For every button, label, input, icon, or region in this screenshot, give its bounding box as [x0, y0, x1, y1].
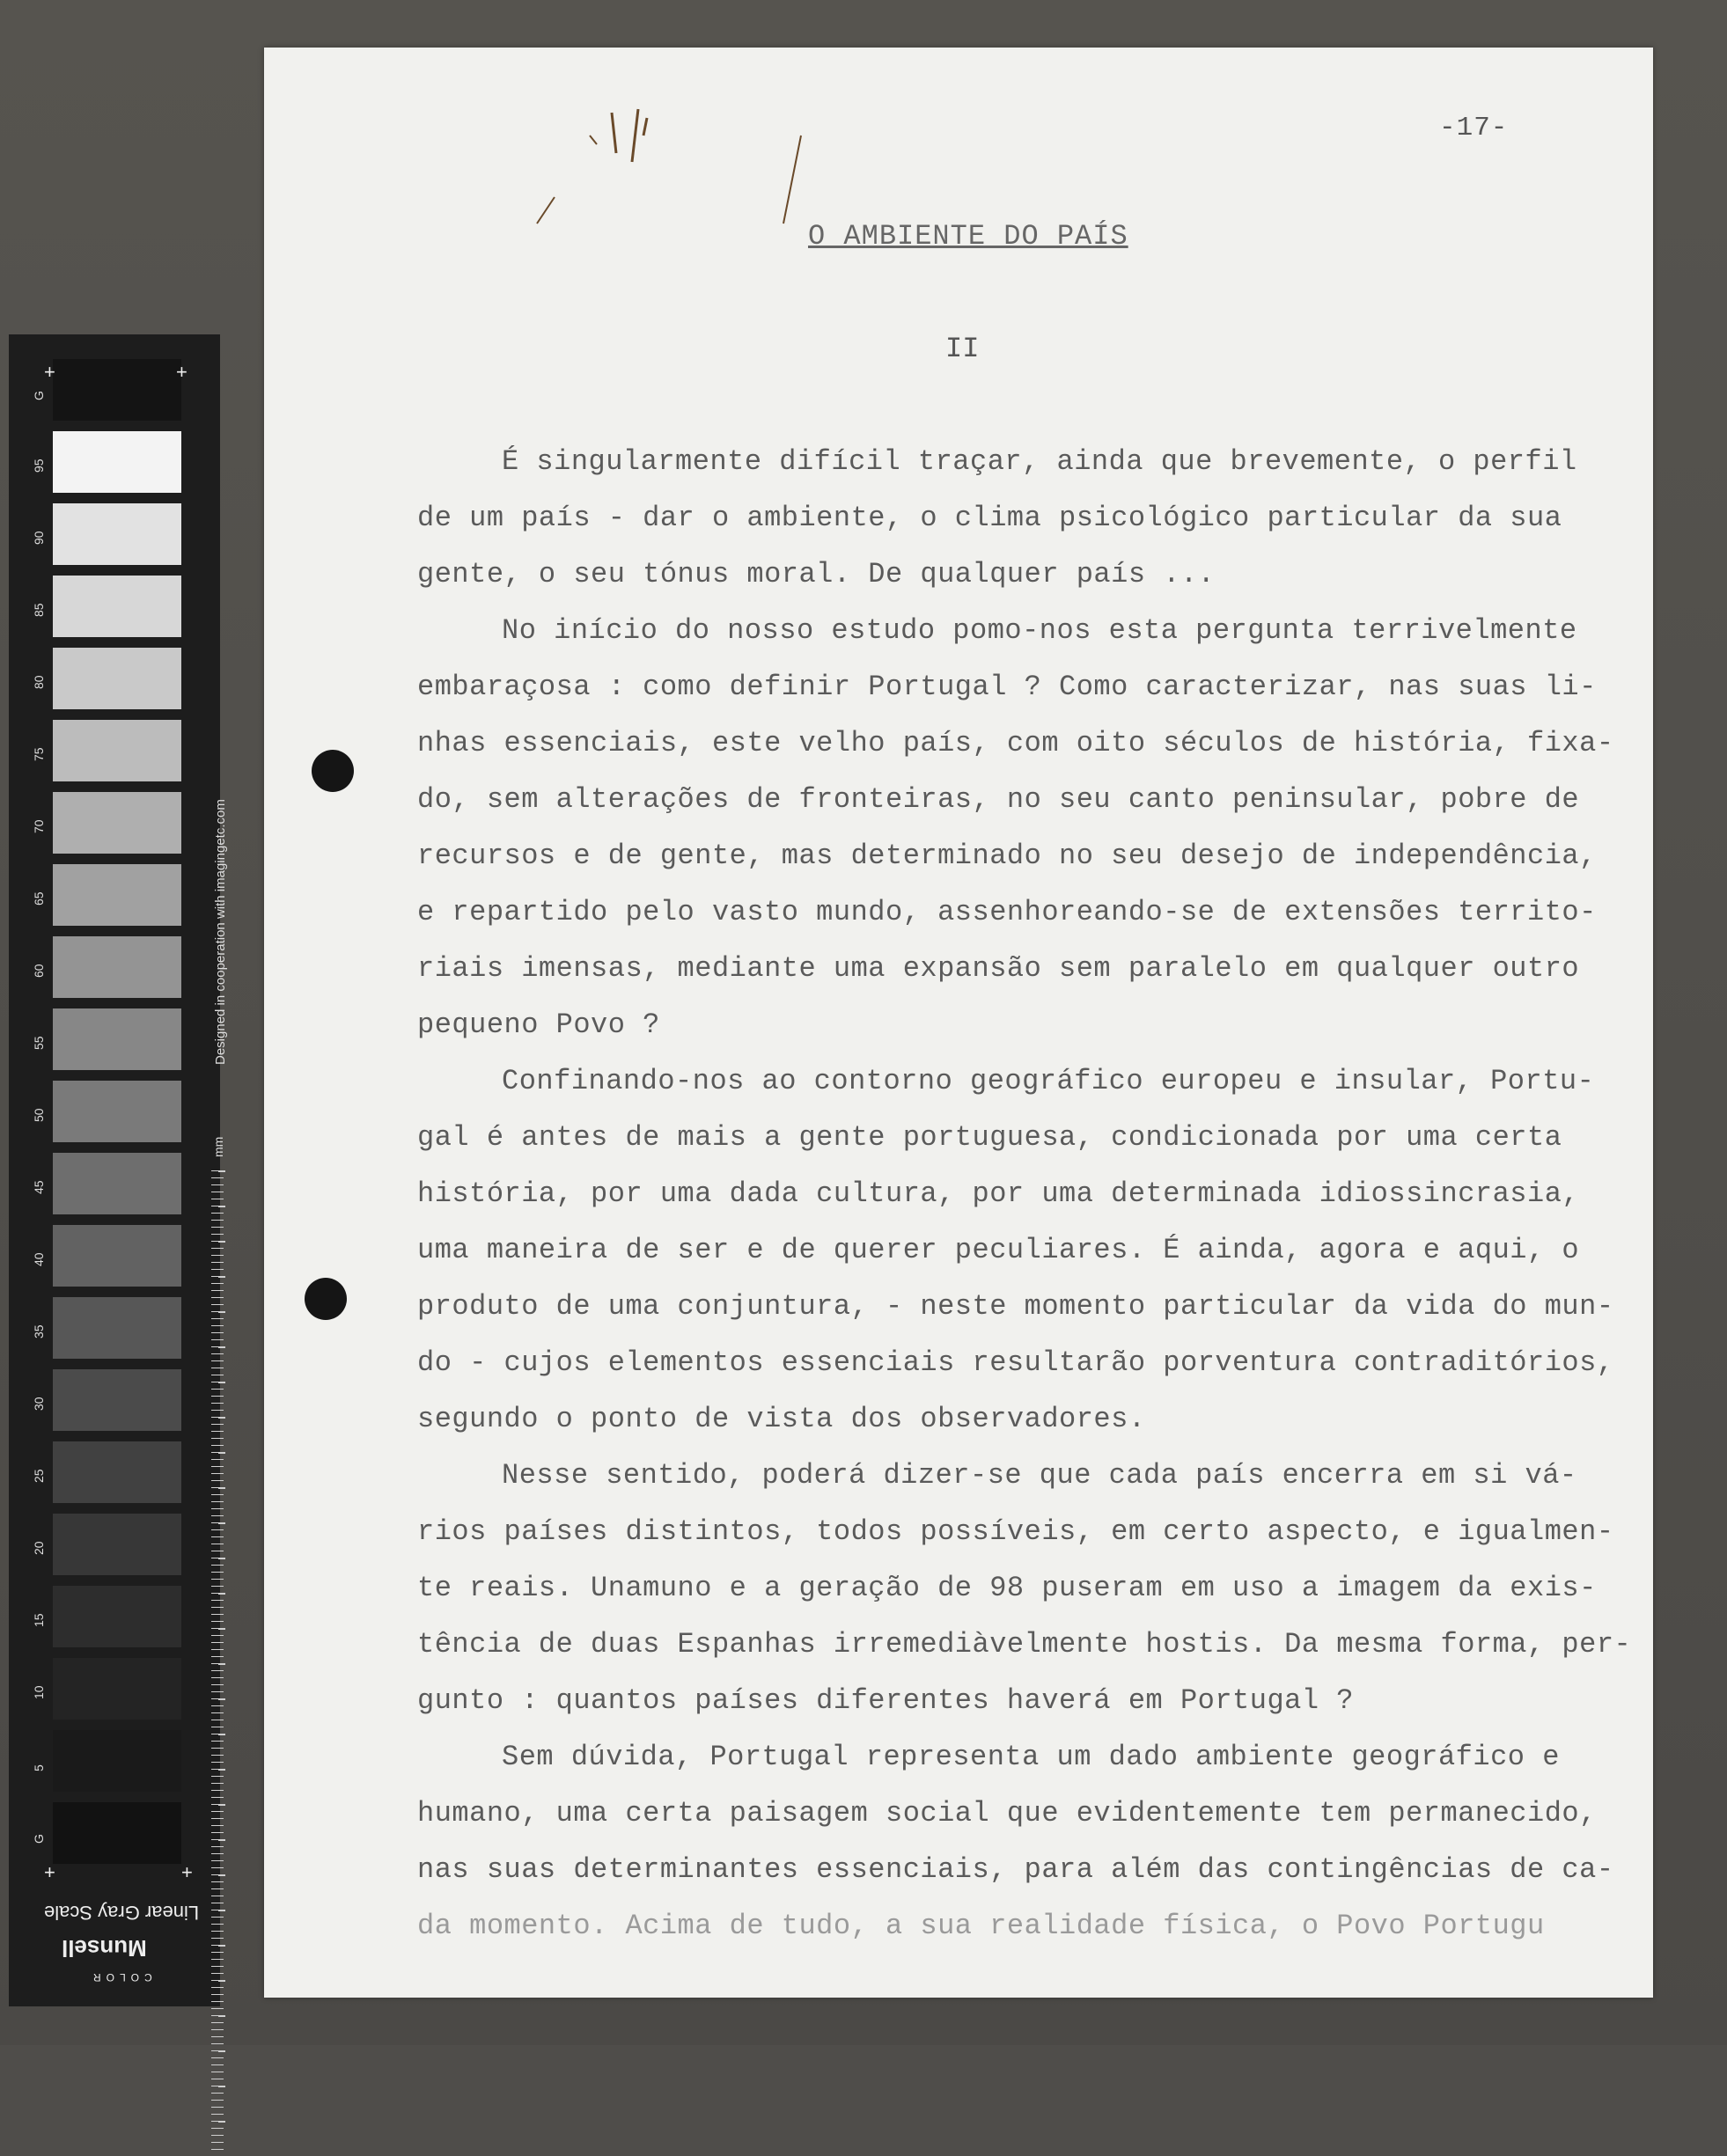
gray-patch: [53, 648, 181, 709]
page-title: O AMBIENTE DO PAÍS: [808, 220, 1128, 253]
gray-patch: [53, 1441, 181, 1503]
text-line: nas suas determinantes essenciais, para além das contingências de ca-: [417, 1853, 1614, 1886]
gray-label: 55: [32, 1036, 46, 1050]
text-line: segundo o ponto de vista dos observadores.: [417, 1403, 1146, 1435]
gray-label: 10: [32, 1685, 46, 1699]
registration-mark: +: [176, 361, 187, 383]
text-line: riais imensas, mediante uma expansão sem paralelo em qualquer outro: [417, 952, 1580, 985]
gray-label: 90: [32, 531, 46, 545]
gray-label: G: [32, 1834, 46, 1844]
text-line: recursos e de gente, mas determinado no seu desejo de independência,: [417, 840, 1597, 872]
punch-hole: [312, 750, 354, 792]
text-line: uma maneira de ser e de querer peculiares. É ainda, agora e aqui, o: [417, 1234, 1580, 1266]
gray-label: 80: [32, 675, 46, 689]
text-line: da momento. Acima de tudo, a sua realidade física, o Povo Portugu: [417, 1910, 1545, 1942]
text-line: humano, uma certa paisagem social que evidentemente tem permanecido,: [417, 1797, 1597, 1830]
gray-label: G: [32, 391, 46, 400]
gray-label: 70: [32, 819, 46, 833]
gray-patch: [53, 1369, 181, 1431]
text-line: rios países distintos, todos possíveis, em certo aspecto, e igualmen-: [417, 1515, 1614, 1548]
text-line: do - cujos elementos essenciais resultarão porventura contraditórios,: [417, 1346, 1614, 1379]
registration-mark: +: [44, 361, 55, 383]
gray-label: 15: [32, 1613, 46, 1627]
gray-patch: [53, 1153, 181, 1214]
gray-label: 60: [32, 964, 46, 978]
gray-patch: [53, 936, 181, 998]
brand-sub: COLOR: [88, 1971, 152, 1984]
gray-patch: [53, 792, 181, 854]
text-line: gente, o seu tónus moral. De qualquer país ...: [417, 558, 1216, 590]
card-credit: Designed in cooperation with imagingetc.com: [213, 799, 228, 1065]
gray-patch: [53, 1730, 181, 1792]
text-line: Nesse sentido, poderá dizer-se que cada país encerra em si vá-: [502, 1459, 1577, 1492]
gray-patch: [53, 503, 181, 565]
gray-patch: [53, 720, 181, 781]
gray-label: 50: [32, 1108, 46, 1122]
text-line: história, por uma dada cultura, por uma determinada idiossincrasia,: [417, 1177, 1580, 1210]
page-number: -17-: [1439, 113, 1509, 143]
text-line: gal é antes de mais a gente portuguesa, condicionada por uma certa: [417, 1121, 1562, 1154]
gray-label: 25: [32, 1469, 46, 1483]
gray-patch: [53, 359, 181, 421]
gray-label: 35: [32, 1324, 46, 1338]
gray-patch: [53, 1586, 181, 1647]
gray-label: 75: [32, 747, 46, 761]
section-number: II: [945, 333, 980, 365]
ruler-unit: mm: [211, 1136, 225, 1157]
text-line: tência de duas Espanhas irremediàvelmente hostis. Da mesma forma, per-: [417, 1628, 1632, 1661]
text-line: Confinando-nos ao contorno geográfico europeu e insular, Portu-: [502, 1065, 1595, 1097]
gray-patch: [53, 1225, 181, 1287]
text-line: de um país - dar o ambiente, o clima psicológico particular da sua: [417, 502, 1562, 534]
gray-patch: [53, 1658, 181, 1720]
text-line: gunto : quantos países diferentes haverá em Portugal ?: [417, 1684, 1354, 1717]
text-line: produto de uma conjuntura, - neste momento particular da vida do mun-: [417, 1290, 1614, 1323]
gray-patch: [53, 1008, 181, 1070]
registration-mark: +: [44, 1861, 55, 1883]
card-title: Linear Gray Scale: [44, 1902, 200, 1924]
mm-ruler-major: [218, 1170, 225, 2156]
text-line: do, sem alterações de fronteiras, no seu canto peninsular, pobre de: [417, 783, 1580, 816]
gray-patch: [53, 576, 181, 637]
text-line: pequeno Povo ?: [417, 1008, 660, 1041]
gray-patch: [53, 1514, 181, 1575]
punch-hole: [305, 1278, 347, 1320]
brand-name: Munsell: [62, 1935, 147, 1962]
text-line: É singularmente difícil traçar, ainda que brevemente, o perfil: [502, 445, 1577, 478]
text-line: te reais. Unamuno e a geração de 98 puseram em uso a imagem da exis-: [417, 1572, 1597, 1604]
gray-label: 30: [32, 1397, 46, 1411]
text-line: No início do nosso estudo pomo-nos esta pergunta terrivelmente: [502, 614, 1577, 647]
gray-label: 40: [32, 1252, 46, 1266]
gray-patch: [53, 1802, 181, 1864]
text-line: nhas essenciais, este velho país, com oito séculos de história, fixa-: [417, 727, 1614, 759]
registration-mark: +: [181, 1861, 193, 1883]
gray-label: 45: [32, 1180, 46, 1194]
gray-scale-card: [9, 334, 228, 2006]
text-line: e repartido pelo vasto mundo, assenhoreando-se de extensões territo-: [417, 896, 1597, 928]
gray-label: 65: [32, 891, 46, 906]
text-line: embaraçosa : como definir Portugal ? Como caracterizar, nas suas li-: [417, 671, 1597, 703]
gray-patch: [53, 864, 181, 926]
gray-label: 85: [32, 603, 46, 617]
gray-patch: [53, 431, 181, 493]
gray-label: 95: [32, 458, 46, 473]
gray-patch: [53, 1297, 181, 1359]
gray-label: 20: [32, 1541, 46, 1555]
gray-label: 5: [32, 1764, 46, 1771]
gray-patch: [53, 1081, 181, 1142]
text-line: Sem dúvida, Portugal representa um dado ambiente geográfico e: [502, 1741, 1560, 1773]
pencil-marks: [528, 100, 810, 276]
